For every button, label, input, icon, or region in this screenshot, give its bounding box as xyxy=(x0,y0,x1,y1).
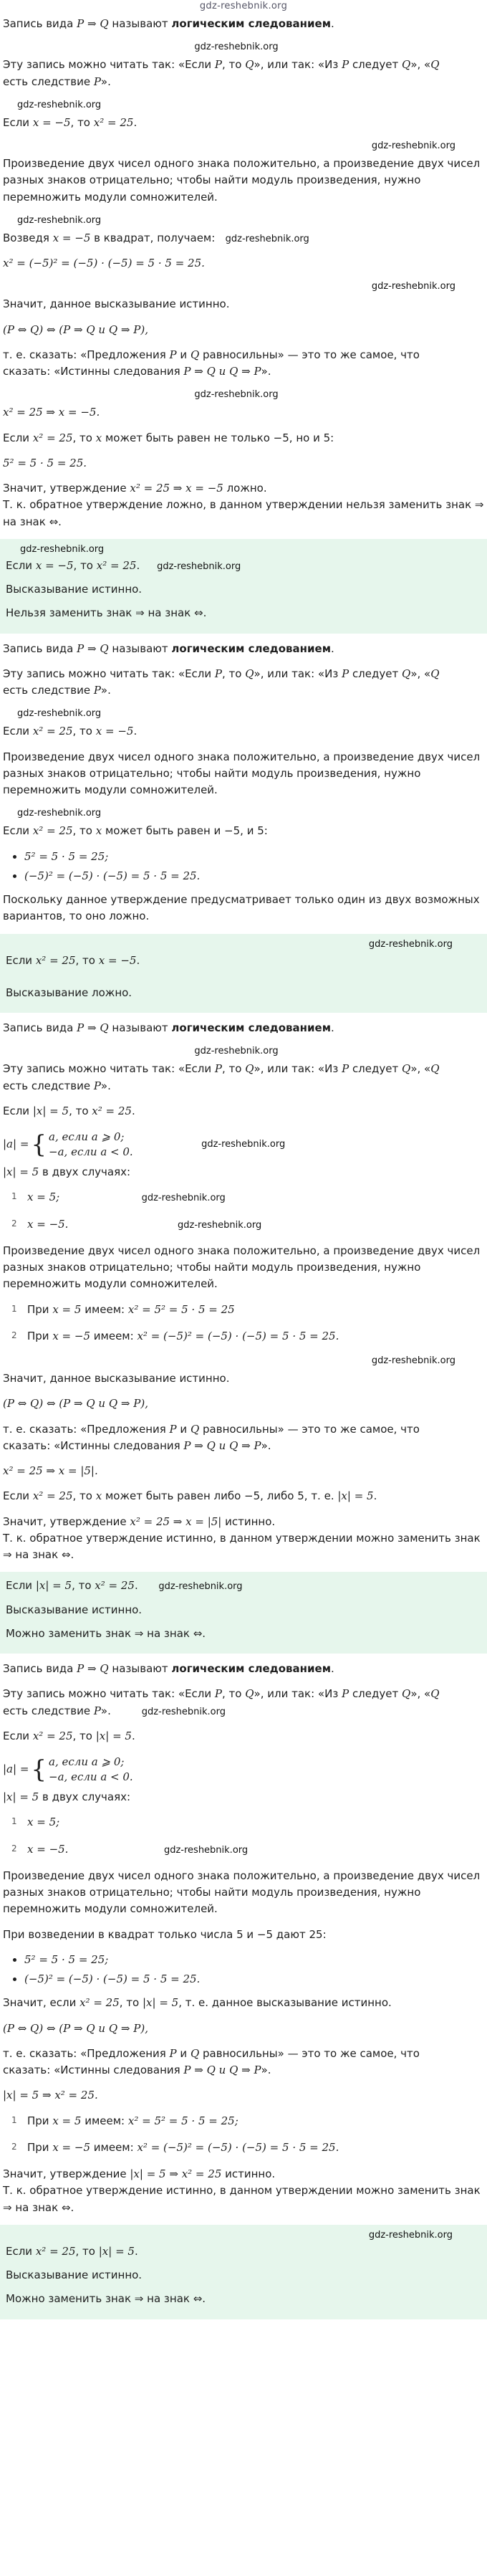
list-item: • 5² = 5 · 5 = 25; xyxy=(24,1952,484,1968)
equivalence-formula: (P ⇔ Q) ⇔ (P ⇒ Q и Q ⇒ P), xyxy=(3,323,148,336)
conclusion: Значит, утверждение |x| = 5 ⇒ x² = 25 истинно. Т. к. обратное утверждение истинно, в данном утверждении можно заменить знак ⇒ на знак ⇔. xyxy=(3,2167,481,2214)
watermark: gdz-reshebnik.org xyxy=(141,1706,226,1717)
two-cases: |x| = 5 в двух случаях: xyxy=(3,1790,131,1803)
solution-2 xyxy=(3,641,484,1013)
claim-line: Если |x| = 5, то x² = 25. xyxy=(3,1104,135,1117)
product-rule: Произведение двух чисел одного знака положительно, а произведение двух чисел разных знаков отрицательно; чтобы найти модуль произведения, нужно перемножить модули сомножителей. xyxy=(3,1869,481,1916)
list-item: x = 5; gdz-reshebnik.org xyxy=(27,1191,226,1204)
watermark: gdz-reshebnik.org xyxy=(20,543,105,555)
answer-verdict: Высказывание ложно. xyxy=(6,986,132,999)
solution-1 xyxy=(3,16,484,634)
claim-line: Если x² = 25, то |x| = 5. xyxy=(3,1729,135,1742)
abs-definition: |a| = { a, если a ⩾ 0; −a, если a < 0. xyxy=(3,1755,133,1784)
answer-verdict: Высказывание истинно. xyxy=(6,2269,143,2281)
list-item: x = 5; xyxy=(27,1816,60,1829)
intro-paragraph: Запись вида P ⇒ Q называют логическим следованием. xyxy=(3,641,334,655)
answer-note: Можно заменить знак ⇒ на знак ⇔. xyxy=(6,1626,206,1640)
equivalence-text: т. е. сказать: «Предложения P и Q равносильны» — это то же самое, что сказать: «Истинны следования P ⇒ Q и Q ⇒ P». xyxy=(3,348,420,378)
list-item: • (−5)² = (−5) · (−5) = 5 · 5 = 25. xyxy=(24,1971,484,1988)
square-equation: x² = (−5)² = (−5) · (−5) = 5 · 5 = 25. xyxy=(3,257,205,269)
product-rule: Произведение двух чисел одного знака положительно, а произведение двух чисел разных знаков отрицательно; чтобы найти модуль произведения, нужно перемножить модули сомножителей. xyxy=(3,750,481,796)
read-paragraph: Эту запись можно читать так: «Если P, то Q», или так: «Из P следует Q», «Q есть следствие P». gdz-reshebnik.org xyxy=(3,1687,440,1717)
watermark: gdz-reshebnik.org xyxy=(201,1138,286,1150)
watermark: gdz-reshebnik.org xyxy=(194,1046,279,1057)
site-header-link[interactable]: gdz-reshebnik.org xyxy=(199,1,288,11)
answer-box xyxy=(0,2225,487,2319)
two-cases: |x| = 5 в двух случаях: xyxy=(3,1165,131,1178)
answer-line: Если x² = 25, то x = −5. xyxy=(6,953,140,967)
conclusion: Значит, утверждение x² = 25 ⇒ x = −5 ложно. Т. к. обратное утверждение ложно, в данном утверждении нельзя заменить знак ⇒ на знак ⇔. xyxy=(3,482,484,528)
site-header[interactable] xyxy=(3,0,484,13)
claim-line: Если x = −5, то x² = 25. xyxy=(3,115,138,129)
equivalence-text: т. е. сказать: «Предложения P и Q равносильны» — это то же самое, что сказать: «Истинны следования P ⇒ Q и Q ⇒ P». xyxy=(3,1422,420,1452)
answer-line: Если |x| = 5, то x² = 25. gdz-reshebnik.org xyxy=(6,1579,243,1593)
watermark: gdz-reshebnik.org xyxy=(17,708,102,720)
values-list xyxy=(3,849,484,885)
true-line: Значит, данное высказывание истинно. xyxy=(3,297,230,311)
answer-verdict: Высказывание истинно. xyxy=(6,583,143,596)
conclusion: Значит, утверждение x² = 25 ⇒ x = |5| истинно. Т. к. обратное утверждение истинно, в данном утверждении можно заменить знак ⇒ на знак ⇔. xyxy=(3,1514,481,1561)
list-item: • (−5)² = (−5) · (−5) = 5 · 5 = 25. xyxy=(24,868,484,884)
intro-paragraph: Запись вида P ⇒ Q называют логическим следованием. xyxy=(3,17,334,30)
product-rule: Произведение двух чисел одного знака положительно, а произведение двух чисел разных знаков отрицательно; чтобы найти модуль произведения, нужно перемножить модули сомножителей. xyxy=(3,1244,481,1291)
claim-line: Если x² = 25, то x = −5. xyxy=(3,725,138,738)
equivalence-formula: (P ⇔ Q) ⇔ (P ⇒ Q и Q ⇒ P), xyxy=(3,2021,148,2035)
watermark: gdz-reshebnik.org xyxy=(17,99,102,110)
answer-box xyxy=(0,1572,487,1654)
intro-paragraph: Запись вида P ⇒ Q называют логическим следованием. xyxy=(3,1662,334,1675)
watermark: gdz-reshebnik.org xyxy=(225,233,309,244)
reverse-text: Если x² = 25, то x может быть равен либо −5, либо 5, т. е. |x| = 5. xyxy=(3,1489,377,1503)
answer-note: Нельзя заменить знак ⇒ на знак ⇔. xyxy=(6,606,207,620)
cases-list xyxy=(3,1189,484,1233)
read-paragraph: Эту запись можно читать так: «Если P, то Q», или так: «Из P следует Q», «Q есть следствие P». xyxy=(3,1062,440,1092)
answer-box xyxy=(0,539,487,634)
reverse-calc: 5² = 5 · 5 = 25. xyxy=(3,456,87,469)
answer-box xyxy=(0,934,487,1013)
watermark: gdz-reshebnik.org xyxy=(178,1219,262,1231)
watermark: gdz-reshebnik.org xyxy=(157,560,241,572)
reverse-equation: x² = 25 ⇒ x = |5|. xyxy=(3,1464,98,1477)
list-item: При x = 5 имеем: x² = 5² = 5 · 5 = 25 xyxy=(27,1302,235,1316)
squares-intro: При возведении в квадрат только числа 5 и −5 дают 25: xyxy=(3,1927,327,1941)
cases-list xyxy=(3,1814,484,1858)
reverse-equation: x² = 25 ⇒ x = −5. xyxy=(3,406,100,419)
list-item: x = −5. gdz-reshebnik.org xyxy=(27,1217,262,1231)
equivalence-formula: (P ⇔ Q) ⇔ (P ⇒ Q и Q ⇒ P), xyxy=(3,1397,148,1411)
intro-paragraph: Запись вида P ⇒ Q называют логическим следованием. xyxy=(3,1021,334,1034)
means-line: Значит, если x² = 25, то |x| = 5, т. е. данное высказывание истинно. xyxy=(3,1996,392,2010)
steps-list xyxy=(3,2113,484,2157)
answer-line: Если x² = 25, то |x| = 5. xyxy=(6,2244,138,2258)
watermark: gdz-reshebnik.org xyxy=(368,938,453,950)
answer-verdict: Высказывание истинно. xyxy=(6,1603,143,1616)
list-item: x = −5. gdz-reshebnik.org xyxy=(27,1842,249,1856)
watermark: gdz-reshebnik.org xyxy=(194,389,279,401)
watermark: gdz-reshebnik.org xyxy=(17,214,102,226)
square-intro: Возведя x = −5 в квадрат, получаем: gdz-reshebnik.org xyxy=(3,231,309,244)
false-text: Поскольку данное утверждение предусматривает только один из двух возможных вариантов, то оно ложно. xyxy=(3,893,480,923)
product-rule: Произведение двух чисел одного знака положительно, а произведение двух чисел разных знаков отрицательно; чтобы найти модуль произведения, нужно перемножить модули сомножителей. xyxy=(3,157,481,204)
watermark: gdz-reshebnik.org xyxy=(368,2229,453,2241)
equivalence-text: т. е. сказать: «Предложения P и Q равносильны» — это то же самое, что сказать: «Истинны следования P ⇒ Q и Q ⇒ P». xyxy=(3,2046,420,2076)
answer-line: Если x = −5, то x² = 25. gdz-reshebnik.org xyxy=(6,558,241,572)
list-item: При x = −5 имеем: x² = (−5)² = (−5) · (−5) = 5 · 5 = 25. xyxy=(27,1329,339,1342)
read-paragraph: Эту запись можно читать так: «Если P, то Q», или так: «Из P следует Q», «Q есть следствие P». xyxy=(3,58,440,88)
watermark: gdz-reshebnik.org xyxy=(17,808,102,819)
values-intro: Если x² = 25, то x может быть равен и −5, и 5: xyxy=(3,824,268,838)
answer-note: Можно заменить знак ⇒ на знак ⇔. xyxy=(6,2292,206,2306)
squares-list xyxy=(3,1952,484,1988)
reverse-text: Если x² = 25, то x может быть равен не только −5, но и 5: xyxy=(3,431,334,444)
watermark: gdz-reshebnik.org xyxy=(163,1844,249,1856)
abs-definition: |a| = { a, если a ⩾ 0; −a, если a < 0. gdz-reshebnik.org xyxy=(3,1130,286,1159)
true-line: Значит, данное высказывание истинно. xyxy=(3,1372,230,1385)
reverse-equation: |x| = 5 ⇒ x² = 25. xyxy=(3,2089,98,2102)
watermark: gdz-reshebnik.org xyxy=(194,42,279,53)
watermark: gdz-reshebnik.org xyxy=(371,1355,455,1366)
watermark: gdz-reshebnik.org xyxy=(371,140,455,151)
list-item: При x = 5 имеем: x² = 5² = 5 · 5 = 25; xyxy=(27,2114,238,2127)
read-paragraph: Эту запись можно читать так: «Если P, то Q», или так: «Из P следует Q», «Q есть следствие P». xyxy=(3,667,440,697)
steps-list xyxy=(3,1302,484,1345)
list-item: При x = −5 имеем: x² = (−5)² = (−5) · (−5) = 5 · 5 = 25. xyxy=(27,2140,339,2154)
watermark: gdz-reshebnik.org xyxy=(158,1581,243,1593)
solution-4 xyxy=(3,1661,484,2319)
solution-3 xyxy=(3,1020,484,1654)
watermark: gdz-reshebnik.org xyxy=(371,281,455,292)
watermark: gdz-reshebnik.org xyxy=(141,1193,226,1204)
list-item: • 5² = 5 · 5 = 25; xyxy=(24,849,484,865)
